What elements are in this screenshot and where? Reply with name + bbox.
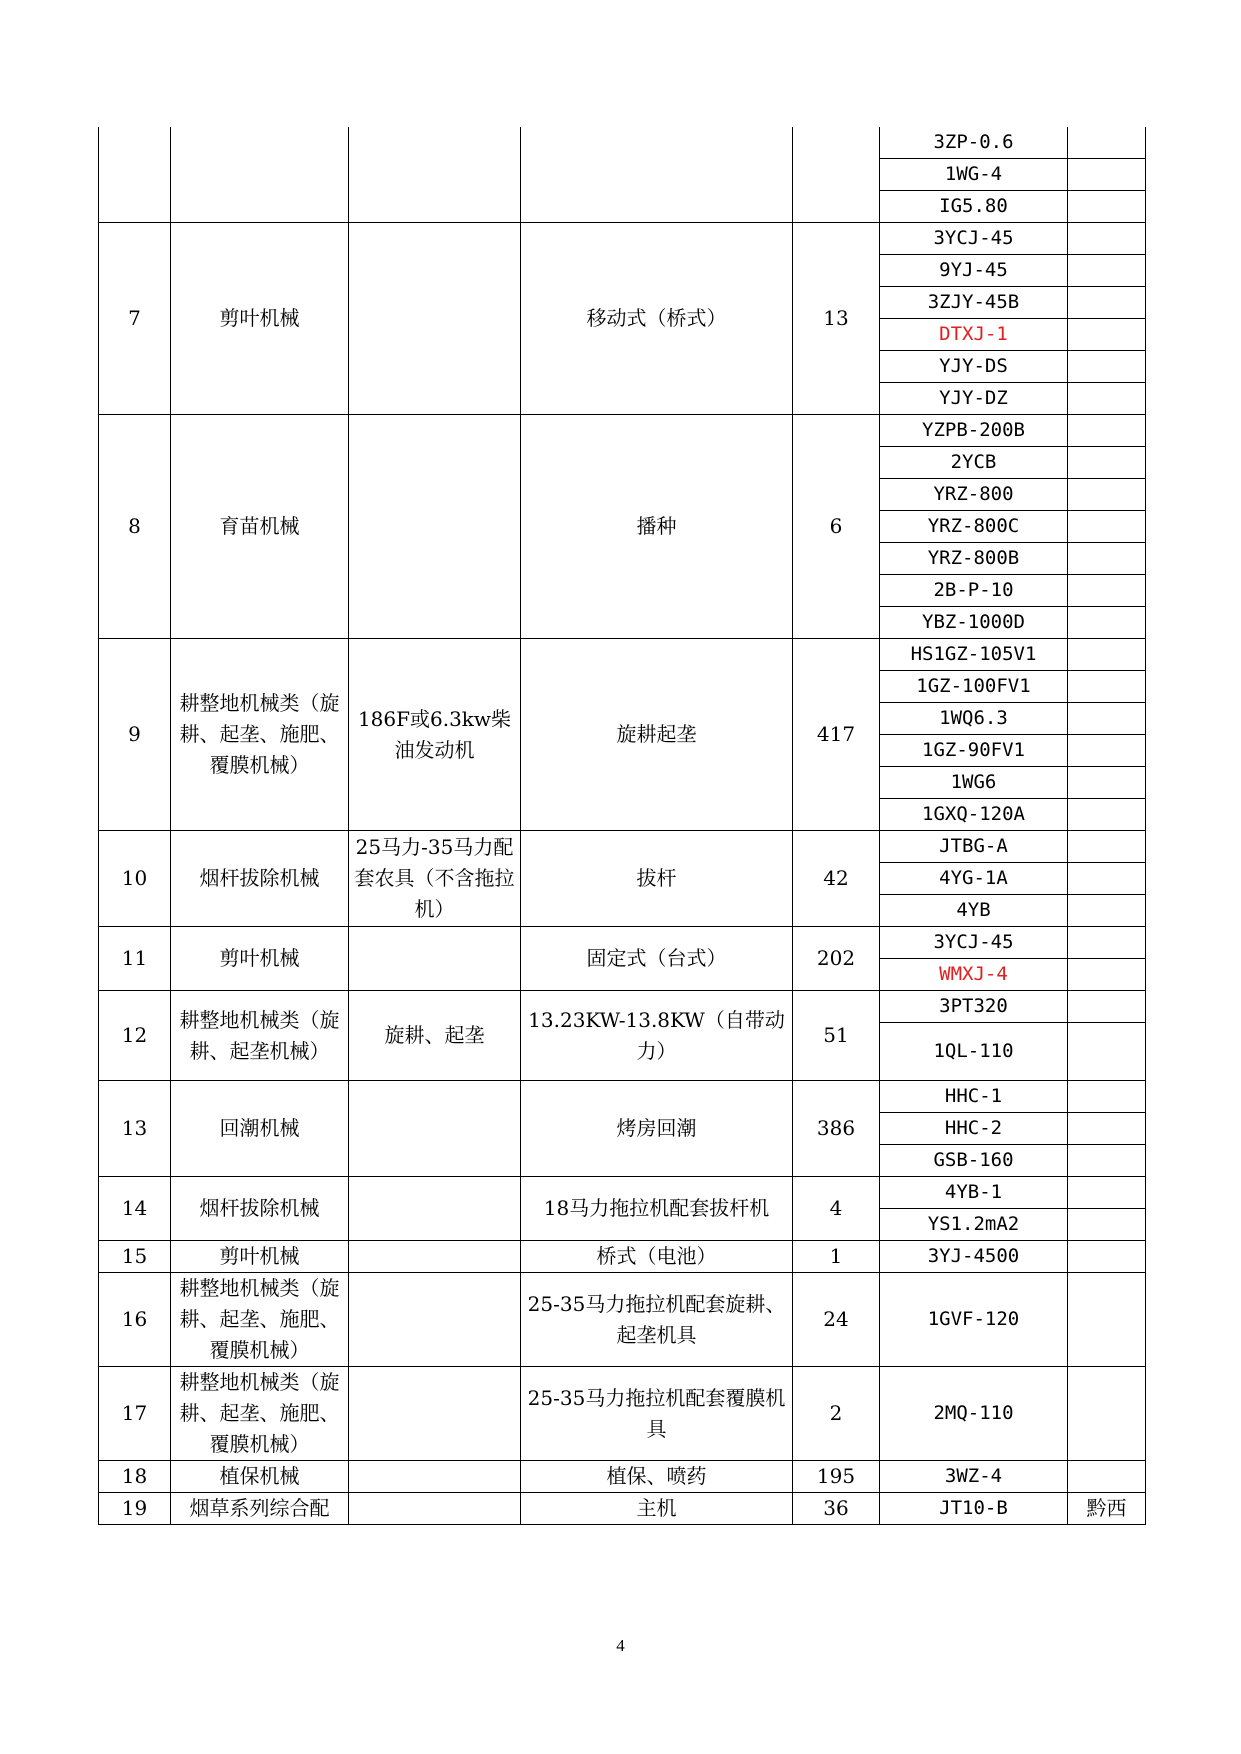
cell-model: 1WG-4 [880,159,1068,191]
cell-count: 386 [793,1081,880,1177]
cell-type: 移动式（桥式） [521,223,793,415]
table-row [99,1081,1146,1113]
cell-power [349,1461,521,1493]
cell-count: 13 [793,223,880,415]
cell-no: 19 [99,1493,171,1525]
cell-count: 2 [793,1367,880,1461]
cell-type: 旋耕起垄 [521,639,793,831]
cell-region [1068,1145,1146,1177]
cell-model: 4YG-1A [880,863,1068,895]
cell-model: 2YCB [880,447,1068,479]
cell-model: 3YJ-4500 [880,1241,1068,1273]
cell-count: 6 [793,415,880,639]
cell-region [1068,1367,1146,1461]
cell-region [1068,831,1146,863]
cell-model: 1WG6 [880,767,1068,799]
cell-no: 12 [99,991,171,1081]
cell-region [1068,767,1146,799]
cell-no: 18 [99,1461,171,1493]
cell-region [1068,639,1146,671]
cell-type: 25-35马力拖拉机配套旋耕、起垄机具 [521,1273,793,1367]
cell-model: YRZ-800 [880,479,1068,511]
cell-model: 4YB-1 [880,1177,1068,1209]
cell-count: 4 [793,1177,880,1241]
cell-no: 11 [99,927,171,991]
cell-region [1068,735,1146,767]
cell-category: 回潮机械 [171,1081,349,1177]
cell-region [1068,255,1146,287]
cell-power [349,1177,521,1241]
cell-model: GSB-160 [880,1145,1068,1177]
cell-model: 2B-P-10 [880,575,1068,607]
cell-region [1068,511,1146,543]
cell-region [1068,671,1146,703]
cell-region [1068,863,1146,895]
table-row [99,1367,1146,1461]
cell-type: 烤房回潮 [521,1081,793,1177]
cell-model: 1GZ-90FV1 [880,735,1068,767]
cell-category: 烟杆拔除机械 [171,831,349,927]
table-row [99,415,1146,447]
cell-region [1068,959,1146,991]
cell-model: 1GVF-120 [880,1273,1068,1367]
cell-power [349,1081,521,1177]
cell-model: 4YB [880,895,1068,927]
cell-region [1068,191,1146,223]
cell-no: 9 [99,639,171,831]
cell-region [1068,447,1146,479]
cell-category: 剪叶机械 [171,927,349,991]
cell-type: 拔杆 [521,831,793,927]
cell-model: YJY-DS [880,351,1068,383]
cell-category: 剪叶机械 [171,1241,349,1273]
cell-type: 播种 [521,415,793,639]
cell-power [349,415,521,639]
cell-category: 耕整地机械类（旋耕、起垄、施肥、覆膜机械） [171,1273,349,1367]
cell-power [349,1493,521,1525]
cell-region [1068,1081,1146,1113]
cell-model: YJY-DZ [880,383,1068,415]
cell-region [1068,223,1146,255]
cell-category: 育苗机械 [171,415,349,639]
cell-region [1068,1177,1146,1209]
cell-model: YRZ-800C [880,511,1068,543]
cell-no: 15 [99,1241,171,1273]
cell-count: 1 [793,1241,880,1273]
cell-count: 42 [793,831,880,927]
cell-region [1068,543,1146,575]
cell-count: 202 [793,927,880,991]
cell-region [1068,927,1146,959]
cell-category: 烟草系列综合配 [171,1493,349,1525]
cell-region [1068,895,1146,927]
cell-type: 桥式（电池） [521,1241,793,1273]
cell-region [1068,287,1146,319]
table-row [99,1493,1146,1525]
table-row [99,127,1146,159]
cell-model: HHC-2 [880,1113,1068,1145]
cell-no: 17 [99,1367,171,1461]
cell-power [349,927,521,991]
cell-model: 2MQ-110 [880,1367,1068,1461]
table-row [99,831,1146,863]
cell-model: 3WZ-4 [880,1461,1068,1493]
cell-region [1068,127,1146,159]
cell-power [349,1241,521,1273]
cell-model: 3YCJ-45 [880,927,1068,959]
cell-category: 耕整地机械类（旋耕、起垄机械） [171,991,349,1081]
cell-no: 8 [99,415,171,639]
cell-power [349,1273,521,1367]
cell-model: JTBG-A [880,831,1068,863]
cell-no [99,127,171,223]
cell-count: 417 [793,639,880,831]
page-number: 4 [616,1636,625,1655]
cell-type: 25-35马力拖拉机配套覆膜机具 [521,1367,793,1461]
cell-category: 剪叶机械 [171,223,349,415]
cell-region [1068,1461,1146,1493]
cell-model: HS1GZ-105V1 [880,639,1068,671]
cell-model: HHC-1 [880,1081,1068,1113]
cell-model: 3YCJ-45 [880,223,1068,255]
table-row [99,1273,1146,1367]
cell-count: 51 [793,991,880,1081]
cell-model: 3ZJY-45B [880,287,1068,319]
cell-power: 旋耕、起垄 [349,991,521,1081]
cell-model: 1QL-110 [880,1023,1068,1081]
cell-no: 7 [99,223,171,415]
cell-category: 耕整地机械类（旋耕、起垄、施肥、覆膜机械） [171,1367,349,1461]
cell-power [349,127,521,223]
cell-region [1068,1113,1146,1145]
cell-model: 3PT320 [880,991,1068,1023]
table-row [99,1241,1146,1273]
cell-no: 16 [99,1273,171,1367]
cell-type [521,127,793,223]
cell-region [1068,351,1146,383]
cell-type: 固定式（台式） [521,927,793,991]
cell-region [1068,415,1146,447]
table-row [99,927,1146,959]
cell-region [1068,1241,1146,1273]
table-row [99,1177,1146,1209]
cell-region: 黔西 [1068,1493,1146,1525]
cell-model: 3ZP-0.6 [880,127,1068,159]
cell-region [1068,1273,1146,1367]
cell-region [1068,159,1146,191]
cell-region [1068,1209,1146,1241]
cell-no: 14 [99,1177,171,1241]
cell-model: YRZ-800B [880,543,1068,575]
cell-category: 耕整地机械类（旋耕、起垄、施肥、覆膜机械） [171,639,349,831]
cell-model: YBZ-1000D [880,607,1068,639]
cell-model: JT10-B [880,1493,1068,1525]
cell-count [793,127,880,223]
cell-region [1068,479,1146,511]
cell-model: YZPB-200B [880,415,1068,447]
cell-no: 13 [99,1081,171,1177]
table-row [99,223,1146,255]
cell-type: 18马力拖拉机配套拔杆机 [521,1177,793,1241]
cell-no: 10 [99,831,171,927]
machinery-table [98,127,1146,1525]
cell-model: DTXJ-1 [880,319,1068,351]
cell-type: 主机 [521,1493,793,1525]
cell-region [1068,607,1146,639]
table-row [99,1461,1146,1493]
cell-category: 植保机械 [171,1461,349,1493]
cell-model: 1GXQ-120A [880,799,1068,831]
cell-model: WMXJ-4 [880,959,1068,991]
cell-count: 36 [793,1493,880,1525]
cell-region [1068,991,1146,1023]
cell-power: 186F或6.3kw柴油发动机 [349,639,521,831]
cell-power: 25马力-35马力配套农具（不含拖拉机） [349,831,521,927]
cell-type: 13.23KW-13.8KW（自带动力） [521,991,793,1081]
cell-category [171,127,349,223]
cell-region [1068,799,1146,831]
cell-model: 9YJ-45 [880,255,1068,287]
cell-category: 烟杆拔除机械 [171,1177,349,1241]
cell-count: 24 [793,1273,880,1367]
cell-model: YS1.2mA2 [880,1209,1068,1241]
cell-region [1068,1023,1146,1081]
cell-region [1068,703,1146,735]
cell-model: 1GZ-100FV1 [880,671,1068,703]
cell-region [1068,319,1146,351]
table-row [99,991,1146,1023]
table-row [99,639,1146,671]
cell-model: IG5.80 [880,191,1068,223]
cell-count: 195 [793,1461,880,1493]
cell-model: 1WQ6.3 [880,703,1068,735]
cell-region [1068,383,1146,415]
cell-type: 植保、喷药 [521,1461,793,1493]
cell-region [1068,575,1146,607]
cell-power [349,223,521,415]
cell-power [349,1367,521,1461]
